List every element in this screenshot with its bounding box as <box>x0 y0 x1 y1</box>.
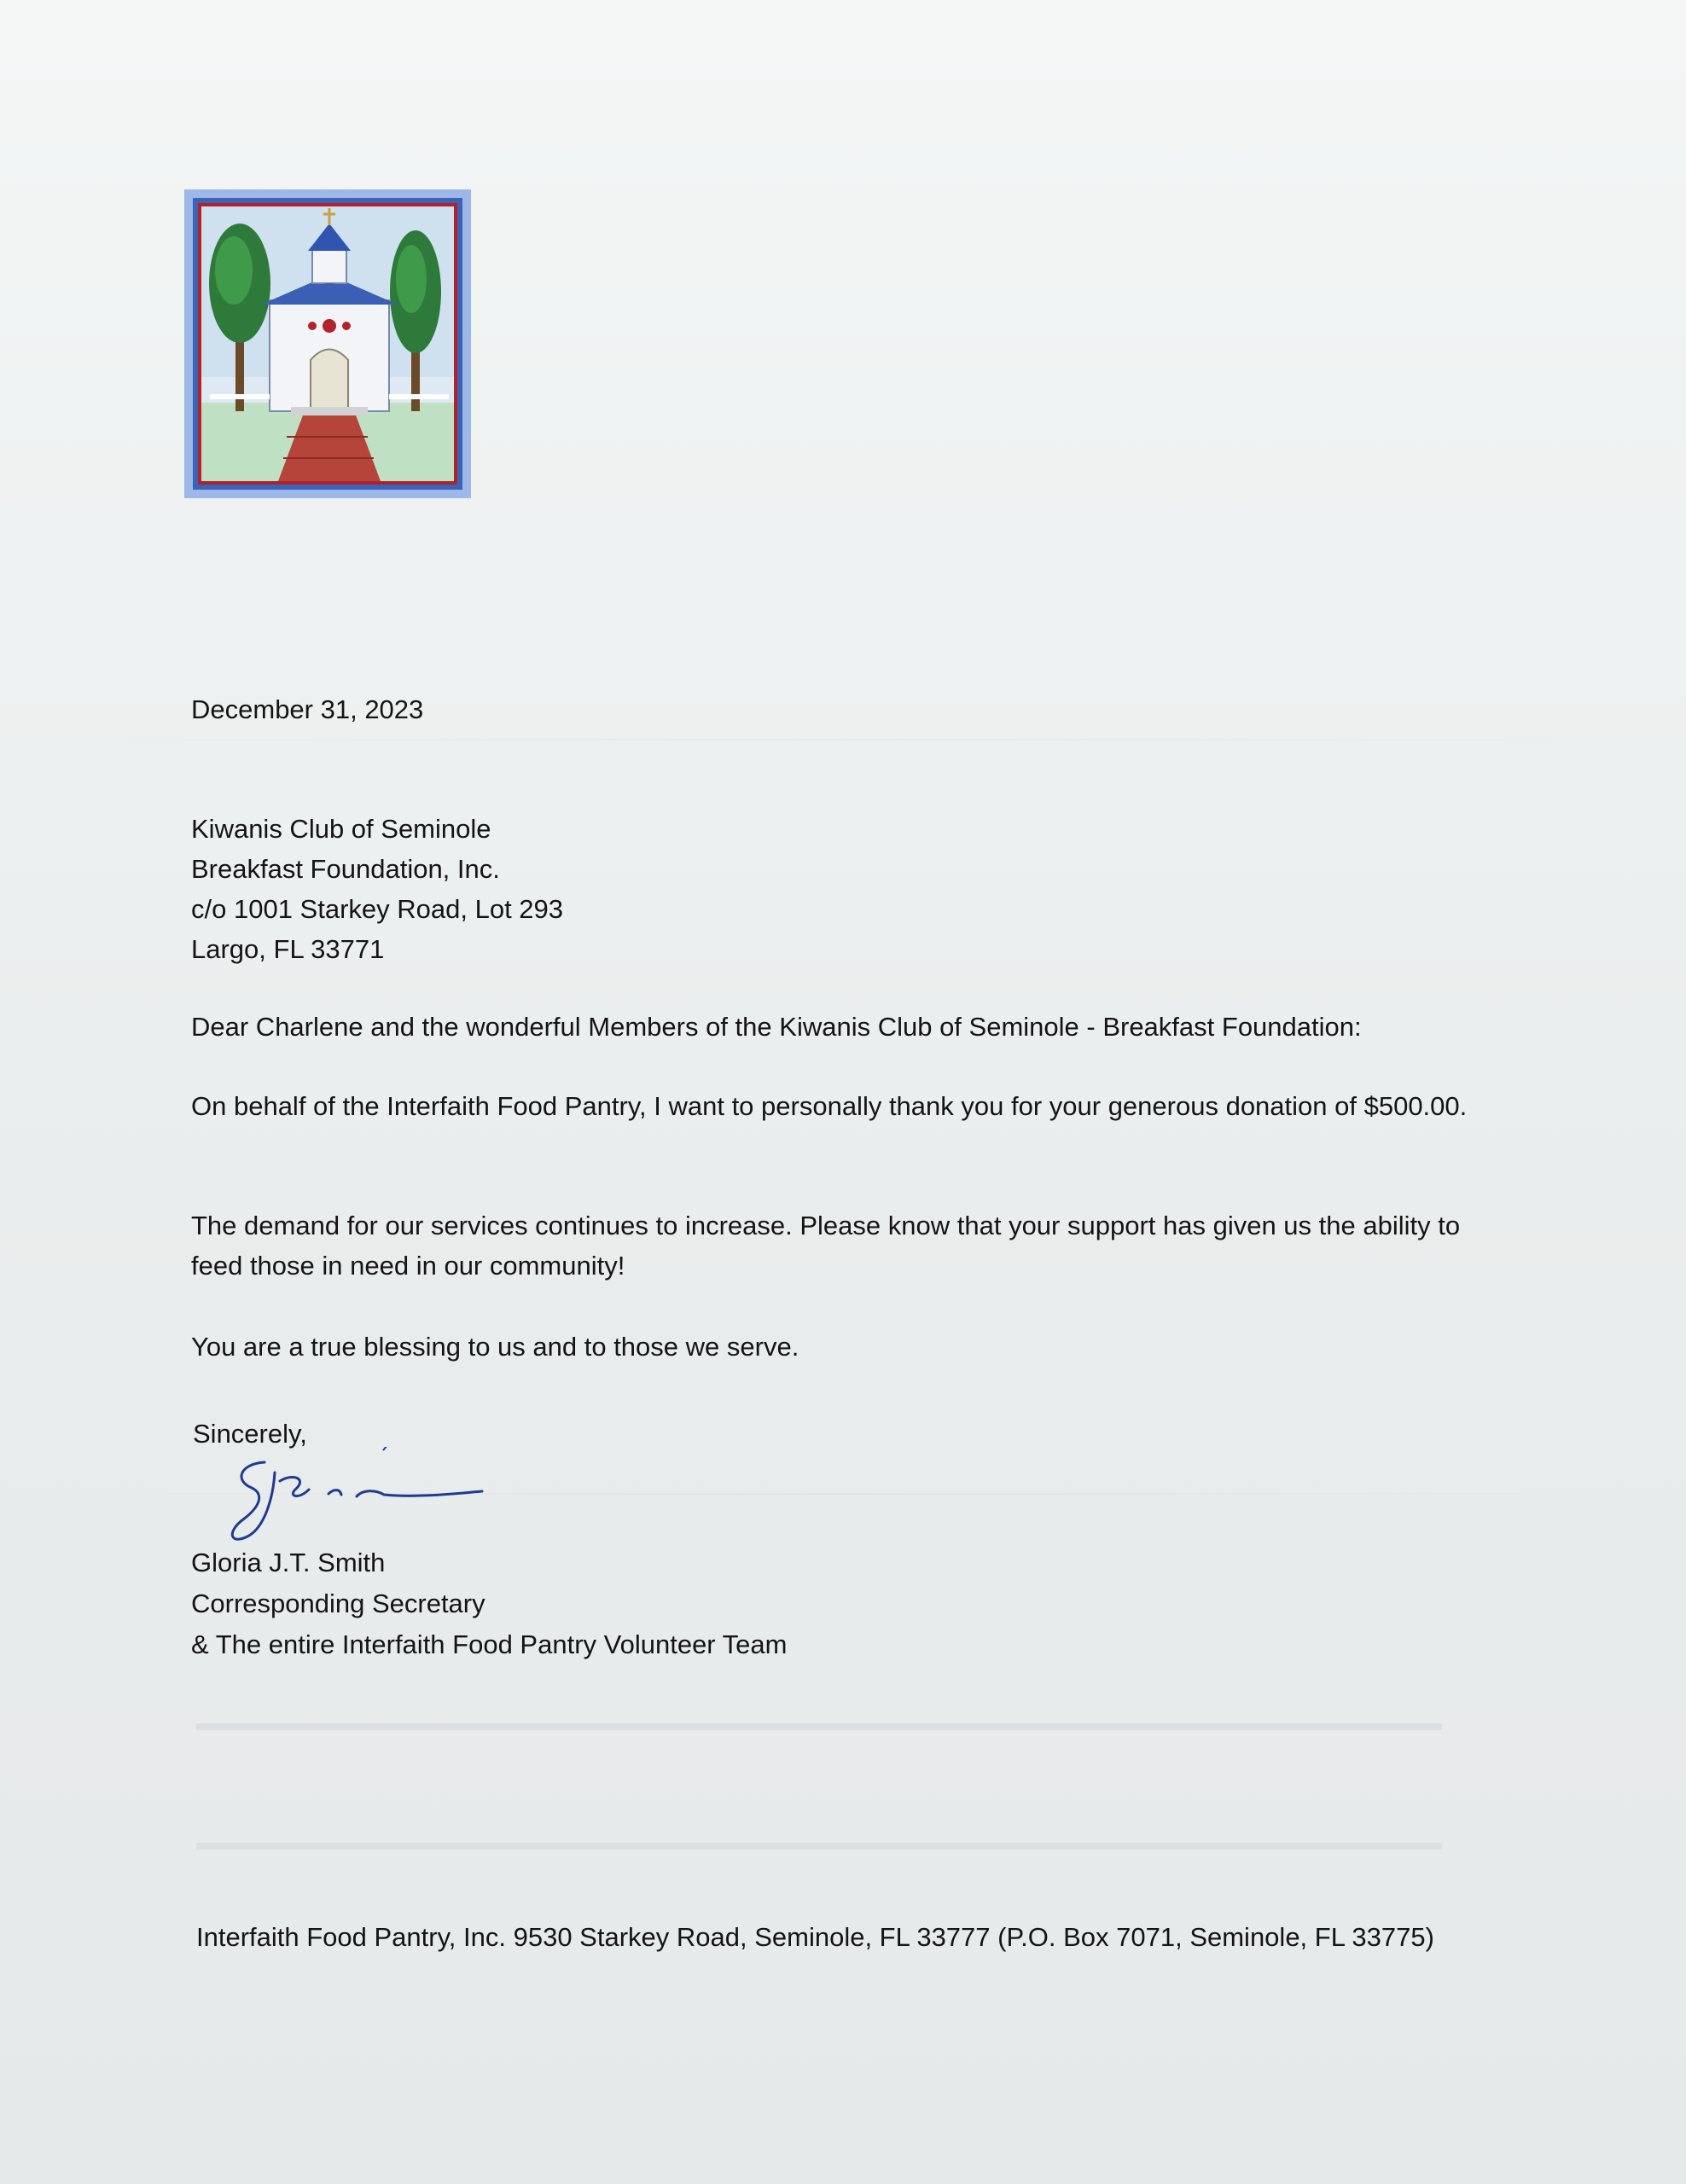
salutation: Dear Charlene and the wonderful Members of the Kiwanis Club of Seminole - Breakfast Foundation: <box>191 1012 1362 1042</box>
body-paragraph: On behalf of the Interfaith Food Pantry, I want to personally thank you for your generous donation of $500.00. <box>191 1091 1468 1121</box>
signer-title: Corresponding Secretary <box>191 1589 485 1618</box>
body-paragraph: The demand for our services continues to increase. Please know that your support has given us the ability to feed those in need in our community! <box>191 1211 1461 1281</box>
recipient-address <box>191 809 563 969</box>
recipient-line: Breakfast Foundation, Inc. <box>191 854 500 884</box>
letter-date: December 31, 2023 <box>191 694 424 724</box>
paper-fold-line <box>0 739 1686 741</box>
signer-team: & The entire Interfaith Food Pantry Volunteer Team <box>191 1629 788 1659</box>
chapel-logo-icon <box>184 189 471 498</box>
recipient-line: Kiwanis Club of Seminole <box>191 814 491 844</box>
recipient-line: Largo, FL 33771 <box>191 934 385 964</box>
signature-icon <box>213 1447 503 1549</box>
recipient-line: c/o 1001 Starkey Road, Lot 293 <box>191 894 564 924</box>
footer-address: Interfaith Food Pantry, Inc. 9530 Starkey Road, Seminole, FL 33777 (P.O. Box 7071, Seminole, FL 33775) <box>196 1922 1434 1952</box>
signer-name: Gloria J.T. Smith <box>191 1548 386 1577</box>
body-paragraph: You are a true blessing to us and to those we serve. <box>191 1332 799 1362</box>
bleed-through-mark <box>196 1843 1442 1850</box>
bleed-through-mark <box>196 1723 1442 1730</box>
closing: Sincerely, <box>193 1419 307 1449</box>
